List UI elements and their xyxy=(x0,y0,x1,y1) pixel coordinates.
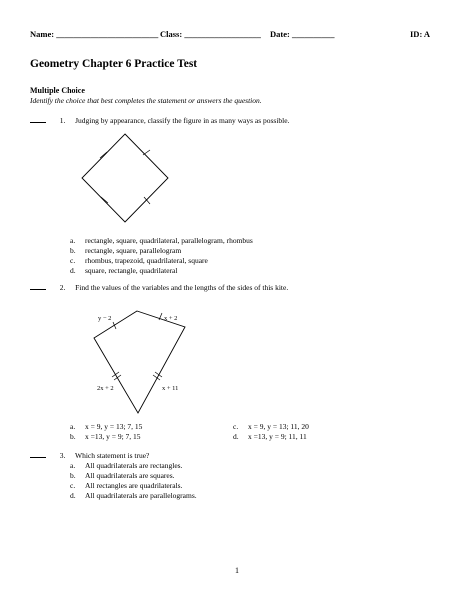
date-blank: __________ xyxy=(291,29,335,39)
choice-letter: d. xyxy=(70,266,76,275)
tick-mark xyxy=(153,375,160,380)
page-title: Geometry Chapter 6 Practice Test xyxy=(30,58,198,70)
choice-text: x =13, y = 9; 11, 11 xyxy=(248,432,307,441)
choice-3c[interactable] xyxy=(70,481,182,490)
tick-mark xyxy=(144,197,150,204)
question-text: Find the values of the variables and the lengths of the sides of this kite. xyxy=(75,283,289,292)
choice-letter: c. xyxy=(233,422,239,431)
tick-mark xyxy=(112,372,119,377)
label-top-right: x + 2 xyxy=(164,315,178,322)
choice-letter: c. xyxy=(70,481,76,490)
question-number: 1. xyxy=(59,116,66,125)
name-field[interactable] xyxy=(30,29,158,39)
square-outline xyxy=(82,134,168,222)
choice-text: rhombus, trapezoid, quadrilateral, square xyxy=(85,256,208,265)
choice-1a[interactable] xyxy=(70,236,253,245)
page-number: 1 xyxy=(235,566,239,575)
question-3 xyxy=(30,451,149,460)
tick-mark xyxy=(155,372,162,377)
choice-2b[interactable] xyxy=(70,432,141,441)
label-bottom-left: 2x + 2 xyxy=(97,385,114,392)
question-number: 2. xyxy=(59,283,66,292)
label-bottom-right: x + 11 xyxy=(162,385,179,392)
section-instructions: Identify the choice that best completes the statement or answers the question. xyxy=(30,96,262,105)
class-blank: __________________ xyxy=(184,29,261,39)
choice-1c[interactable] xyxy=(70,256,208,265)
choice-letter: a. xyxy=(70,236,76,245)
choice-letter: a. xyxy=(70,461,76,470)
choice-text: All quadrilaterals are squares. xyxy=(85,471,175,480)
choice-1b[interactable] xyxy=(70,246,181,255)
choice-letter: d. xyxy=(233,432,239,441)
choice-letter: b. xyxy=(70,246,76,255)
choice-letter: b. xyxy=(70,471,76,480)
choice-3b[interactable] xyxy=(70,471,175,480)
class-label: Class: xyxy=(160,29,183,39)
choice-3a[interactable] xyxy=(70,461,182,470)
tick-mark xyxy=(114,375,121,380)
choice-text: x = 9, y = 13; 11, 20 xyxy=(248,422,309,431)
choice-text: square, rectangle, quadrilateral xyxy=(85,266,178,275)
choice-text: rectangle, square, parallelogram xyxy=(85,246,182,255)
question-1 xyxy=(30,116,289,125)
answer-blank-1[interactable] xyxy=(30,122,46,123)
name-label: Name: xyxy=(30,29,55,39)
choice-letter: d. xyxy=(70,491,76,500)
answer-blank-3[interactable] xyxy=(30,457,46,458)
tick-mark xyxy=(143,150,150,155)
question-number: 3. xyxy=(59,451,66,460)
label-top-left: y − 2 xyxy=(98,315,112,322)
choice-text: All rectangles are quadrilaterals. xyxy=(85,481,183,490)
date-label: Date: xyxy=(270,29,290,39)
tick-mark xyxy=(159,313,162,320)
choice-text: rectangle, square, quadrilateral, parallelogram, rhombus xyxy=(85,236,253,245)
choice-letter: a. xyxy=(70,422,76,431)
choice-2c[interactable] xyxy=(233,422,309,431)
choice-text: All quadrilaterals are parallelograms. xyxy=(85,491,197,500)
class-field[interactable] xyxy=(160,29,261,39)
question-text: Judging by appearance, classify the figure in as many ways as possible. xyxy=(75,116,290,125)
choice-2a[interactable] xyxy=(70,422,142,431)
choice-3d[interactable] xyxy=(70,491,197,500)
choice-1d[interactable] xyxy=(70,266,177,275)
choice-text: x =13, y = 9; 7, 15 xyxy=(85,432,141,441)
choice-2d[interactable] xyxy=(233,432,307,441)
choice-letter: c. xyxy=(70,256,76,265)
tick-mark xyxy=(100,152,107,158)
name-blank: ________________________ xyxy=(56,29,159,39)
choice-text: x = 9, y = 13; 7, 15 xyxy=(85,422,143,431)
kite-outline xyxy=(94,311,185,413)
section-heading: Multiple Choice xyxy=(30,86,85,95)
choice-letter: b. xyxy=(70,432,76,441)
date-field[interactable] xyxy=(270,29,334,39)
choice-text: All quadrilaterals are rectangles. xyxy=(85,461,183,470)
id-label: ID: A xyxy=(410,29,431,39)
tick-mark xyxy=(113,322,116,329)
question-2 xyxy=(30,283,288,292)
answer-blank-2[interactable] xyxy=(30,289,46,290)
tick-mark xyxy=(101,197,108,203)
question-text: Which statement is true? xyxy=(75,451,150,460)
